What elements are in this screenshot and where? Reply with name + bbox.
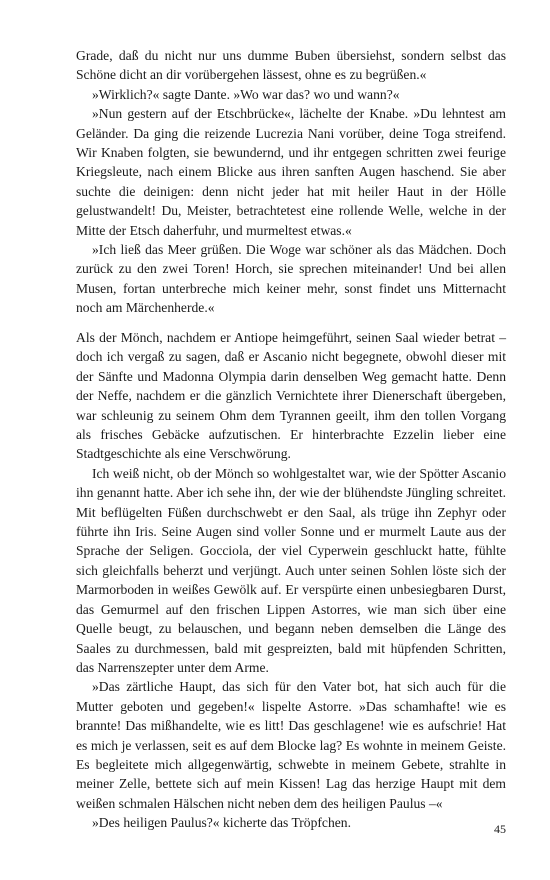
page-number: 45: [494, 822, 506, 836]
paragraph: Ich weiß nicht, ob der Mönch so wohlgestaltet war, wie der Spötter Ascanio ihn genannt hatte. Aber ich sehe ihn, der wie der blühendste Jüngling schreitet. Mit beflügelten Füßen durchschwebt er den Saal, als trüge ihn Zephyr oder führte ihn Iris. Seine Augen sind voller Sonne und er murmelt Laute aus der Sprache der Seligen. Gocciola, der viel Cyperwein geschluckt hatte, fühlte sich gleichfalls beherzt und verjüngt. Auch unter seinen Sohlen löste sich der Marmorboden in weißes Gewölk auf. Er verspürte einen unbesiegbaren Durst, das Gemurmel auf den frischen Lippen Astorres, wie man sich über eine Quelle beugt, zu belauschen, und begann neben demselben die Länge des Saales zu durchmessen, bald mit gespreizten, bald mit hüpfenden Schritten, das Narrenszepter unter dem Arme.: [76, 465, 506, 675]
paragraph: »Wirklich?« sagte Dante. »Wo war das? wo und wann?«: [92, 86, 400, 102]
paragraph: »Des heiligen Paulus?« kicherte das Tröpfchen.: [92, 815, 351, 831]
paragraph: »Ich ließ das Meer grüßen. Die Woge war schöner als das Mädchen. Doch zurück zu den zwei Toren! Horch, sie sprechen miteinander! Und bei allen Musen, fortan unterbreche mich keiner mehr, sonst findet uns Mitternacht noch am Märchenherde.«: [76, 242, 506, 316]
paragraph: Grade, daß du nicht nur uns dumme Buben übersiehst, sondern selbst das Schöne dicht an dir vorübergehen lässest, ohne es zu begrüßen.«: [76, 48, 506, 83]
paragraph: Als der Mönch, nachdem er Antiope heimgeführt, seinen Saal wieder betrat – doch ich vergaß zu sagen, daß er Ascanio nicht begegnete, obwohl dieser mit der Sänfte und Madonna Olympia darin denselben Weg gemacht hatte. Denn der Neffe, nachdem er die gänzlich Vernichtete ihrer Dienerschaft übergeben, war schleunig zu seinem Ohm dem Tyrannen geeilt, ihm den tollen Vorgang als frisches Gebäcke aufzutischen. Er hinterbrachte Ezzelin lieber eine Stadtgeschichte als eine Verschwörung.: [76, 330, 506, 462]
section-dialogue: [76, 46, 506, 318]
paragraph: »Nun gestern auf der Etschbrücke«, lächelte der Knabe. »Du lehntest am Geländer. Da ging die reizende Lucrezia Nani vorüber, deine Toga streifend. Wir Knaben folgten, sie bewundernd, und ihr entgegen schritten zwei feurige Kriegsleute, nach einem Blicke aus ihren sanften Augen haschend. Sie aber suchte die deinigen: denn nicht jeder hat mit heiler Haut in der Hölle gelustwandelt! Du, Meister, betrachtetest eine rollende Welle, welche in der Mitte der Etsch daherfuhr, und murmeltest etwas.«: [76, 106, 506, 238]
section-narrative: [76, 328, 506, 833]
paragraph: »Das zärtliche Haupt, das sich für den Vater bot, hat sich auch für die Mutter geboten und gegeben!« lispelte Astorre. »Das schamhafte! wie es brannte! Das mißhandelte, wie es litt! Das geschlagene! wie es aufschrie! Hat es mich je verlassen, seit es auf dem Blocke lag? Es wohnte in meinem Geiste. Es begleitete mich allgegenwärtig, schwebte in meinem Gebete, strahlte in meiner Zelle, bettete sich auf mein Kissen! Lag das herzige Haupt mit dem weißen schmalen Hälschen nicht neben dem des heiligen Paulus –«: [76, 679, 506, 811]
